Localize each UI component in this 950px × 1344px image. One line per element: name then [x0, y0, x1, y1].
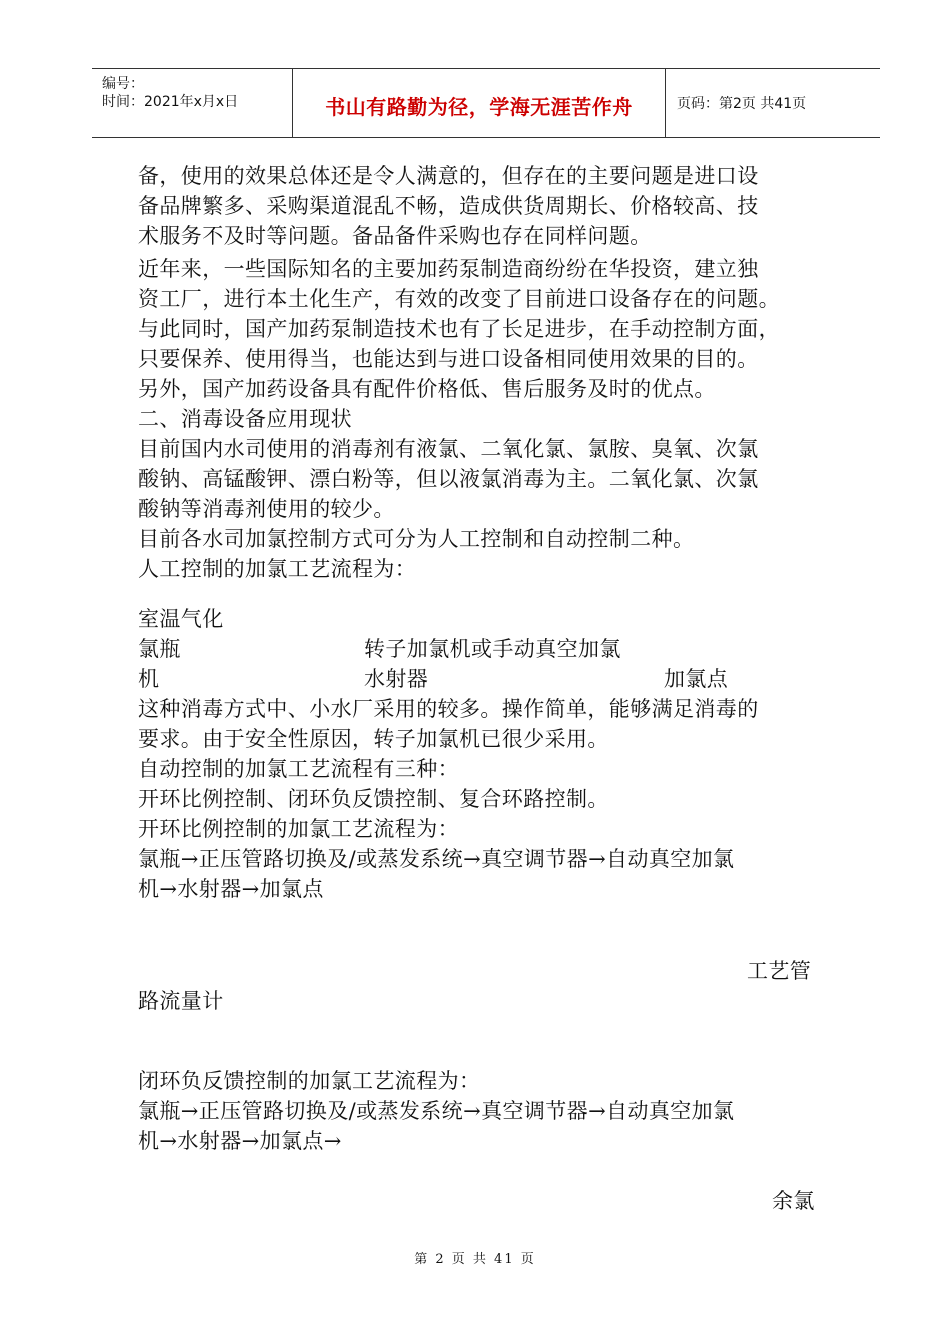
flow-ejector: 水射器: [364, 667, 429, 691]
residual-chlorine-label: 余氯: [772, 1189, 815, 1213]
body-line: 备品牌繁多、采购渠道混乱不畅，造成供货周期长、价格较高、技: [138, 194, 759, 218]
body-line: 氯瓶→正压管路切换及/或蒸发系统→真空调节器→自动真空加氯: [138, 847, 735, 871]
body-line: 术服务不及时等问题。备品备件采购也存在同样问题。: [138, 224, 652, 248]
body-line: 开环比例控制、闭环负反馈控制、复合环路控制。: [138, 787, 609, 811]
page-header: [92, 68, 880, 138]
body-line: 这种消毒方式中、小水厂采用的较多。操作简单，能够满足消毒的: [138, 697, 759, 721]
body-line: 酸钠等消毒剂使用的较少。: [138, 497, 395, 521]
header-meta: [92, 69, 292, 137]
body-line: 备，使用的效果总体还是令人满意的，但存在的主要问题是进口设: [138, 164, 759, 188]
flow-meter-label: 路流量计: [138, 989, 224, 1013]
document-number: 编号：: [102, 76, 144, 92]
body-line: 资工厂，进行本土化生产，有效的改变了目前进口设备存在的问题。: [138, 287, 780, 311]
flow-cylinder: 氯瓶: [138, 637, 181, 661]
flow-vaporize: 室温气化: [138, 607, 224, 631]
header-motto-cell: [292, 69, 666, 137]
body-line: 开环比例控制的加氯工艺流程为：: [138, 817, 459, 841]
flow-machine: 机: [138, 667, 160, 691]
header-page-cell: [665, 69, 880, 137]
body-line: 人工控制的加氯工艺流程为：: [138, 557, 417, 581]
page-footer: 第 2 页 共 41 页: [414, 1252, 536, 1267]
body-line: 与此同时，国产加药泵制造技术也有了长足进步，在手动控制方面，: [138, 317, 780, 341]
header-motto: 书山有路勤为径，学海无涯苦作舟: [325, 95, 633, 119]
body-line: 酸钠、高锰酸钾、漂白粉等，但以液氯消毒为主。二氧化氯、次氯: [138, 467, 759, 491]
body-line: 目前各水司加氯控制方式可分为人工控制和自动控制二种。: [138, 527, 695, 551]
body-line: 要求。由于安全性原因，转子加氯机已很少采用。: [138, 727, 609, 751]
document-time: 时间：2021年x月x日: [102, 94, 239, 110]
body-line: 近年来，一些国际知名的主要加药泵制造商纷纷在华投资，建立独: [138, 257, 759, 281]
header-page-info: 页码：第2页 共41页: [677, 96, 807, 112]
section-heading: 二、消毒设备应用现状: [138, 407, 352, 431]
body-line: 机→水射器→加氯点: [138, 877, 324, 901]
flow-pipe-label: 工艺管: [747, 959, 812, 983]
body-line: 机→水射器→加氯点→: [138, 1129, 342, 1153]
body-line: 目前国内水司使用的消毒剂有液氯、二氧化氯、氯胺、臭氧、次氯: [138, 437, 759, 461]
body-line: 闭环负反馈控制的加氯工艺流程为：: [138, 1069, 481, 1093]
body-line: 另外，国产加药设备具有配件价格低、售后服务及时的优点。: [138, 377, 716, 401]
flow-chlorinator: 转子加氯机或手动真空加氯: [364, 637, 621, 661]
body-line: 自动控制的加氯工艺流程有三种：: [138, 757, 459, 781]
body-line: 氯瓶→正压管路切换及/或蒸发系统→真空调节器→自动真空加氯: [138, 1099, 735, 1123]
body-line: 只要保养、使用得当，也能达到与进口设备相同使用效果的目的。: [138, 347, 759, 371]
flow-point: 加氯点: [664, 667, 729, 691]
